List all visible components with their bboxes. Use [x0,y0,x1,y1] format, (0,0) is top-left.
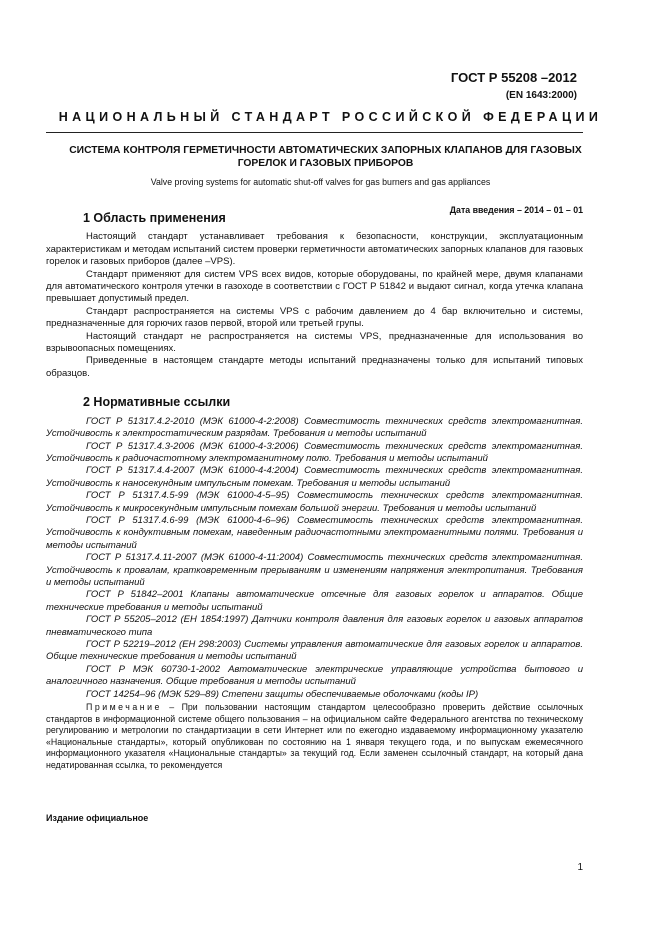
note-lead: Примечание [86,702,162,713]
normative-reference: ГОСТ Р 51317.4.6-99 (МЭК 61000-4-6–96) Совместимость технических средств электромагнитная. Устойчивость к кондуктивным помехам, наведенным радиочастотными электромагнитными полями. Требования и методы испытаний [46,514,583,551]
section-1-paragraph: Настоящий стандарт не распространяется на системы VPS, предназначенные для использования во взрывоопасных помещениях. [46,330,583,355]
section-1-paragraph: Настоящий стандарт устанавливает требования к безопасности, конструкции, эксплуатационным характеристикам и методам испытаний систем проверки герметичности автоматических запорных клапанов для газовых горелок и газовых приборов (далее –VPS). [46,231,583,268]
normative-reference: ГОСТ Р 55205–2012 (ЕН 1854:1997) Датчики контроля давления для газовых горелок и газовых аппаратов пневматического типа [46,614,583,638]
document-body [46,212,583,771]
section-1-heading: 1 Область применения [83,211,226,225]
section-1-paragraph: Стандарт применяют для систем VPS всех видов, которые оборудованы, по крайней мере, двумя клапанами для автоматического контроля утечки в газоходе в соответствии с ГОСТ Р 51842 и выдают сигнал, когда утечка клапана превышает допустимый предел. [46,268,583,305]
header-rule [46,132,583,133]
normative-reference: ГОСТ 14254–96 (МЭК 529–89) Степени защиты обеспечиваемые оболочками (коды IP) [86,688,479,700]
introduction-date: Дата введения – 2014 – 01 – 01 [449,205,583,215]
normative-reference: ГОСТ Р 52219–2012 (ЕН 298:2003) Системы управления автоматические для газовых горелок и аппаратов. Общие технические требования и методы испытаний [46,639,583,663]
reference-note [46,702,583,771]
normative-reference: ГОСТ Р 51842–2001 Клапаны автоматические отсечные для газовых горелок и аппаратов. Общие технические требования и методы испытаний [46,589,583,613]
section-1-paragraph: Стандарт распространяется на системы VPS с рабочим давлением до 4 бар включительно и системы, предназначенные для горючих газов первой, второй или третьей групы. [46,305,583,330]
section-1-paragraph: Приведенные в настоящем стандарте методы испытаний предназначены только для испытаний типовых образцов. [46,355,583,379]
document-title-english: Valve proving systems for automatic shut-off valves for gas burners and gas appliances [150,177,491,187]
section-2-heading: 2 Нормативные ссылки [83,395,231,410]
edition-label: Издание официальное [46,813,149,823]
document-title: СИСТЕМА КОНТРОЛЯ ГЕРМЕТИЧНОСТИ АВТОМАТИЧЕСКИХ ЗАПОРНЫХ КЛАПАНОВ ДЛЯ ГАЗОВЫХ ГОРЕЛОК И ГАЗОВЫХ ПРИБОРОВ [69,145,582,169]
normative-reference: ГОСТ Р 51317.4.4-2007 (МЭК 61000-4-4:2004) Совместимость технических средств электромагнитная. Устойчивость к наносекундным импульсным помехам. Требования и методы испытаний [46,465,583,489]
page-number: 1 [577,862,583,873]
national-standard-heading: НАЦИОНАЛЬНЫЙ СТАНДАРТ РОССИЙСКОЙ ФЕДЕРАЦИИ [58,110,603,124]
standard-number: ГОСТ Р 55208 –2012 [450,70,577,85]
normative-reference: ГОСТ Р 51317.4.2-2010 (МЭК 61000-4-2:2008) Совместимость технических средств электромагнитная. Устойчивость к электростатическим разрядам. Требования и методы испытаний [46,415,583,440]
normative-reference: ГОСТ Р МЭК 60730-1-2002 Автоматические электрические управляющие устройства бытового и аналогичного назначения. Общие требования и методы испытаний [46,663,583,688]
note-text: – При пользовании настоящим стандартом целесообразно проверить действие ссылочных стандартов в информационной системе общего пользования – на официальном сайте Федерального агентства по техническому регулированию и метрологии по стандартизации в сети Интернет или по ежегодно издаваемому информационному указателю «Национальные стандарты», который опубликован по состоянию на 1 января текущего года, и по выпускам ежемесячного информационного указателя «Национальные стандарты» за текущий год. Если заменен ссылочный стандарт, на который дана недатированная ссылка, то рекомендуется [46,702,583,770]
normative-reference: ГОСТ Р 51317.4.3-2006 (МЭК 61000-4-3:2006) Совместимость технических средств электромагнитная. Устойчивость к радиочастотному электромагнитному полю. Требования и методы испытаний [46,440,583,464]
normative-reference: ГОСТ Р 51317.4.11-2007 (МЭК 61000-4-11:2004) Совместимость технических средств электромагнитная. Устойчивость к провалам, кратковременным прерываниям и изменениям напряжения электропитания. Требования и методы испытаний [46,552,583,588]
normative-reference: ГОСТ Р 51317.4.5-99 (МЭК 61000-4-5–95) Совместимость технических средств электромагнитная. Устойчивость к микросекундным импульсным помехам большой энергии. Требования и методы испытаний [46,490,583,514]
standard-en-equivalent: (EN 1643:2000) [505,90,577,101]
